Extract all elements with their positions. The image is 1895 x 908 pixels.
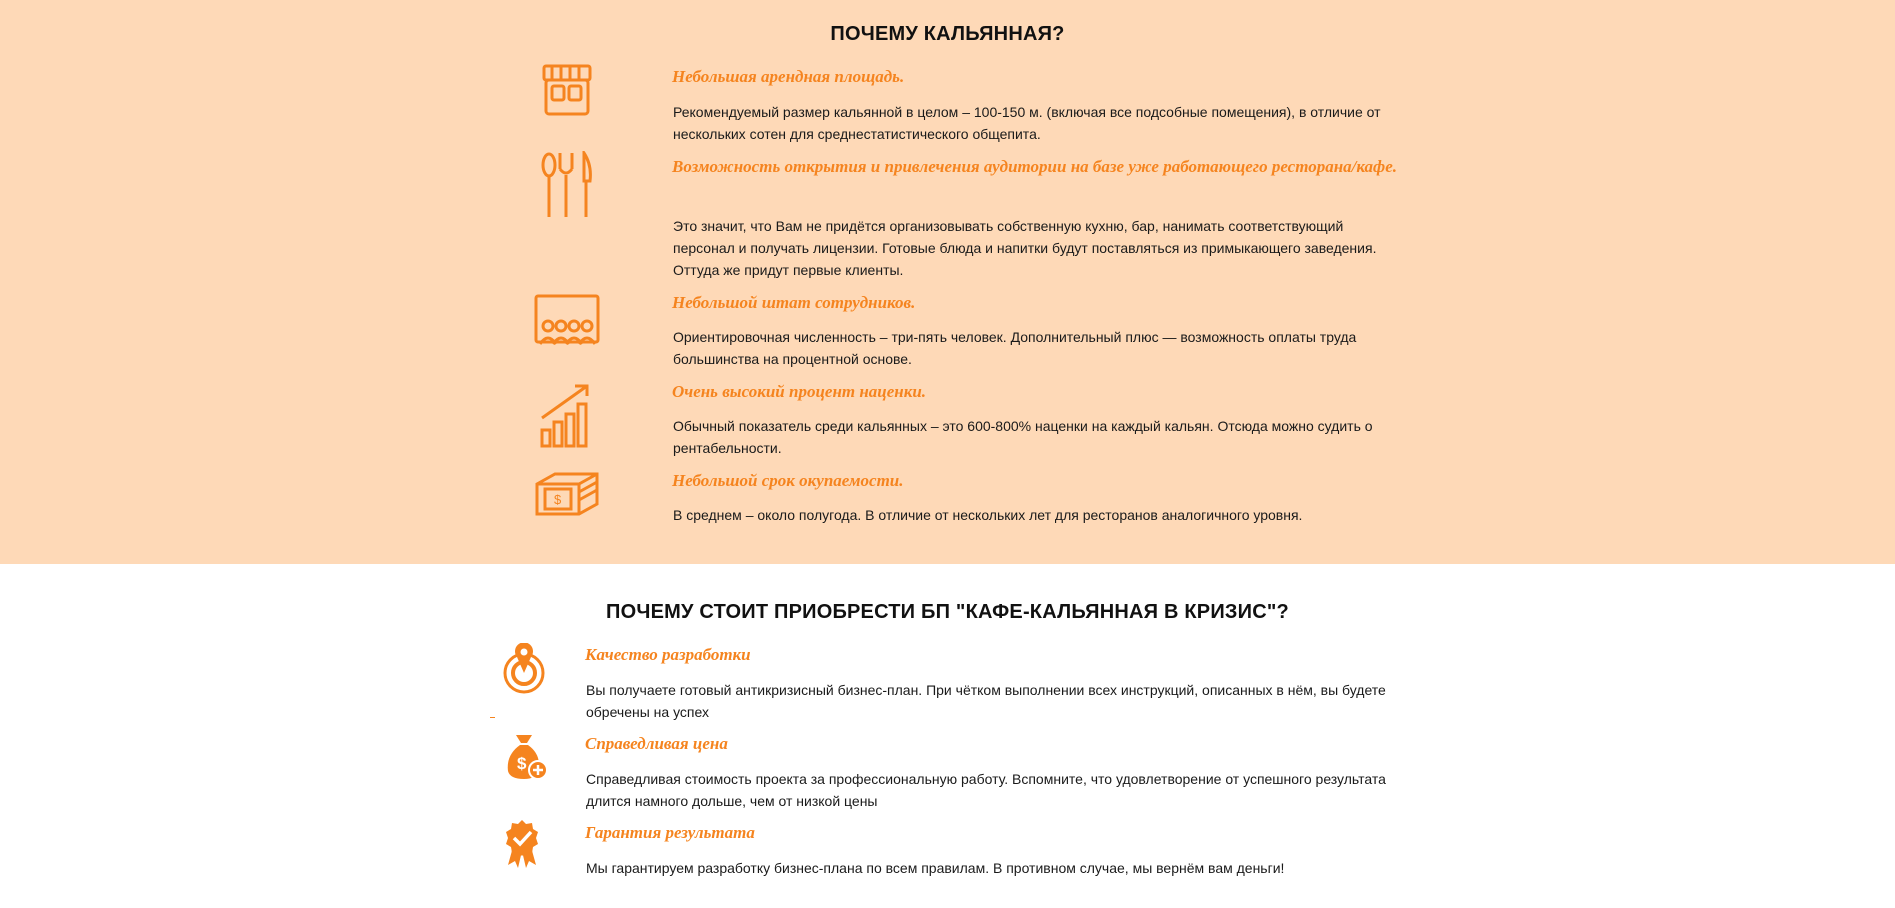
item-text: Мы гарантируем разработку бизнес-плана по всем правилам. В противном случае, мы вернём вам деньги! xyxy=(586,860,1285,876)
item-title: Небольшой срок окупаемости. xyxy=(672,471,904,490)
growth-chart-icon xyxy=(539,382,595,448)
staff-icon xyxy=(534,294,600,350)
item-text: Вы получаете готовый антикризисный бизнес-план. При чётком выполнении всех инструкций, описанных в нём, вы будете обречены на успех xyxy=(586,682,1386,720)
svg-text:$: $ xyxy=(554,492,562,507)
item-text: Рекомендуемый размер кальянной в целом – 100-150 м. (включая все подсобные помещения), в отличие от нескольких сотен для среднестатистического общепита. xyxy=(673,104,1381,142)
item-title: Очень высокий процент наценки. xyxy=(672,382,927,401)
item-title: Небольшой штат сотрудников. xyxy=(672,293,916,312)
item-title: Гарантия результата xyxy=(585,823,755,842)
money-bag-icon xyxy=(502,733,548,781)
item-text: В среднем – около полугода. В отличие от нескольких лет для ресторанов аналогичного уровня. xyxy=(673,507,1303,523)
item-title: Возможность открытия и привлечения аудитории на базе уже работающего ресторана/кафе. xyxy=(672,157,1398,176)
guarantee-badge-icon xyxy=(504,819,540,869)
item-title: Небольшая арендная площадь. xyxy=(672,67,905,86)
item-text: Ориентировочная численность – три-пять человек. Дополнительный плюс — возможность оплаты труда большинства на процентной основе. xyxy=(673,329,1357,367)
item-title: Качество разработки xyxy=(585,645,751,664)
target-pin-icon xyxy=(502,643,546,695)
decorative-dash xyxy=(490,717,495,718)
why-buy-title: ПОЧЕМУ СТОИТ ПРИОБРЕСТИ БП "КАФЕ-КАЛЬЯННАЯ В КРИЗИС"? xyxy=(606,601,1289,623)
svg-text:$: $ xyxy=(517,754,527,773)
item-text: Это значит, что Вам не придётся организовывать собственную кухню, бар, нанимать соответствующий персонал и получать лицензии. Готовые блюда и напитки будут поставляться из примыкающего заведения. Оттуда же придут первые клиенты. xyxy=(673,218,1377,278)
item-text: Обычный показатель среди кальянных – это 600-800% наценки на каждый кальян. Отсюда можно судить о рентабельности. xyxy=(673,418,1373,456)
item-title: Справедливая цена xyxy=(585,734,728,753)
money-stack-icon xyxy=(533,470,601,516)
storefront-icon xyxy=(540,62,594,118)
cutlery-icon xyxy=(540,151,592,219)
item-text: Справедливая стоимость проекта за профессиональную работу. Вспомните, что удовлетворение от успешного результата длится намного дольше, чем от низкой цены xyxy=(586,771,1386,809)
why-hookah-title: ПОЧЕМУ КАЛЬЯННАЯ? xyxy=(830,23,1065,45)
